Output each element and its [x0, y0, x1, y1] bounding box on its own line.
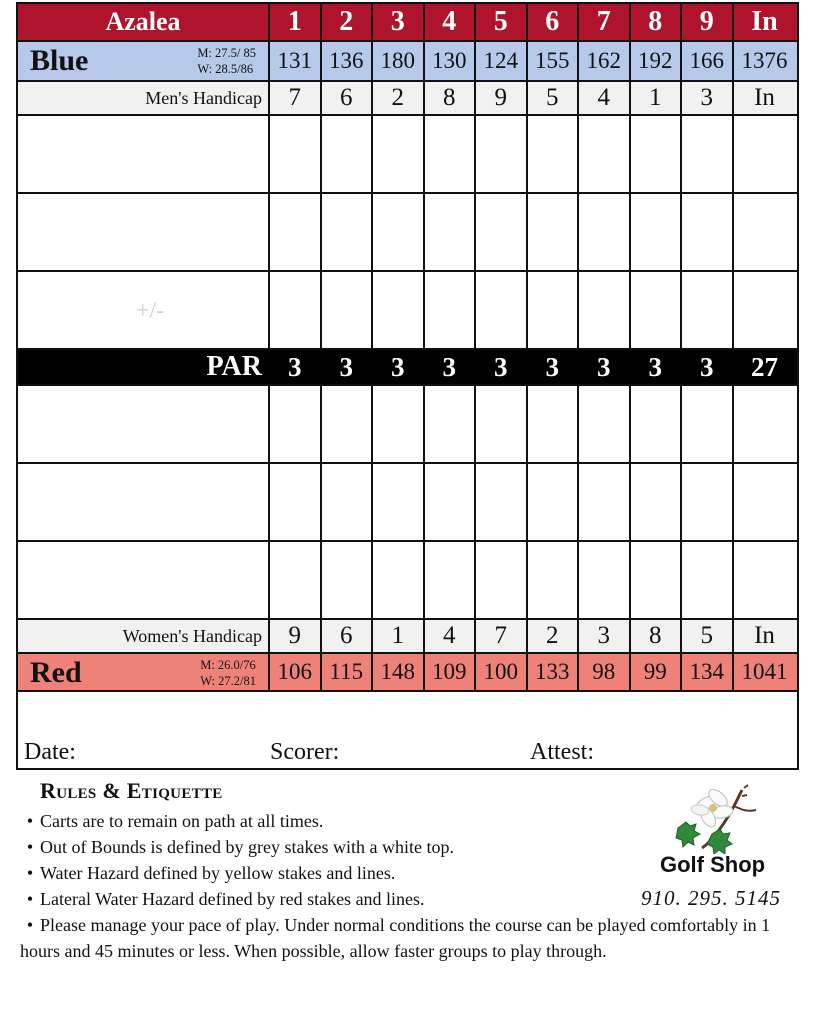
header-row	[18, 4, 797, 42]
bullet-icon: •	[26, 915, 34, 935]
mens-handicap-value: 2	[373, 82, 425, 114]
score-total-cell[interactable]	[734, 116, 796, 192]
score-cell[interactable]	[322, 542, 374, 618]
par-value: 3	[322, 350, 374, 384]
score-row	[18, 116, 797, 194]
score-cell[interactable]	[682, 194, 734, 270]
red-rating-men: M: 26.0/76	[200, 658, 256, 672]
hole-number: 5	[476, 4, 528, 40]
score-total-cell[interactable]	[734, 194, 796, 270]
score-cell[interactable]	[476, 194, 528, 270]
plus-minus-label: +/-	[136, 298, 165, 324]
par-value: 3	[270, 350, 322, 384]
score-cell[interactable]	[476, 386, 528, 462]
score-cell[interactable]	[579, 194, 631, 270]
mens-handicap-value: 7	[270, 82, 322, 114]
red-yardage-total: 1041	[741, 659, 788, 684]
mens-handicap-value: 4	[579, 82, 631, 114]
blue-tee-row	[18, 42, 797, 82]
hole-number: 7	[579, 4, 631, 40]
blue-yardage: 136	[322, 42, 374, 80]
blue-rating-men: M: 27.5/ 85	[197, 46, 256, 60]
womens-handicap-value: 1	[373, 620, 425, 652]
score-cell[interactable]	[425, 386, 477, 462]
blue-tee-name: Blue	[30, 44, 89, 77]
blue-yardage: 130	[425, 42, 477, 80]
score-row	[18, 194, 797, 272]
red-yardage: 100	[476, 654, 528, 690]
golf-shop-phone[interactable]: 910. 295. 5145	[641, 886, 781, 910]
hole-number: 9	[682, 4, 734, 40]
hole-number: 6	[528, 4, 580, 40]
bullet-icon: •	[26, 811, 34, 831]
score-cell[interactable]	[476, 116, 528, 192]
par-row	[18, 350, 797, 386]
red-yardage: 106	[270, 654, 322, 690]
red-yardage: 109	[425, 654, 477, 690]
score-cell[interactable]	[425, 194, 477, 270]
score-cell[interactable]	[373, 542, 425, 618]
rule-text: Lateral Water Hazard defined by red stakes and lines.	[40, 889, 425, 909]
score-total-cell[interactable]	[734, 464, 796, 540]
golf-shop-block	[636, 782, 796, 912]
rule-text: Carts are to remain on path at all times.	[40, 811, 324, 831]
mens-handicap-row	[18, 82, 797, 116]
red-yardage: 133	[528, 654, 580, 690]
bullet-icon: •	[26, 837, 34, 857]
score-cell[interactable]	[425, 464, 477, 540]
mens-handicap-value: 9	[476, 82, 528, 114]
score-cell[interactable]	[270, 386, 322, 462]
mens-handicap-value: 5	[528, 82, 580, 114]
score-cell[interactable]	[476, 272, 528, 348]
score-cell[interactable]	[682, 464, 734, 540]
score-cell[interactable]	[579, 464, 631, 540]
red-yardage: 115	[322, 654, 374, 690]
score-cell[interactable]	[270, 116, 322, 192]
score-cell[interactable]	[322, 272, 374, 348]
score-total-cell[interactable]	[734, 542, 796, 618]
score-cell[interactable]	[373, 386, 425, 462]
score-cell[interactable]	[528, 542, 580, 618]
score-row	[18, 386, 797, 464]
blue-rating-women: W: 28.5/86	[197, 62, 254, 76]
rule-text: Water Hazard defined by yellow stakes and lines.	[40, 863, 396, 883]
womens-handicap-value: 7	[476, 620, 528, 652]
attest-label: Attest:	[530, 739, 594, 765]
score-cell[interactable]	[322, 386, 374, 462]
score-cell[interactable]	[579, 386, 631, 462]
womens-handicap-value: 6	[322, 620, 374, 652]
score-cell[interactable]	[682, 272, 734, 348]
score-cell[interactable]	[631, 272, 683, 348]
womens-handicap-value: 3	[579, 620, 631, 652]
womens-handicap-value: 5	[682, 620, 734, 652]
total-header: In	[751, 6, 778, 37]
mens-handicap-total: In	[754, 84, 775, 111]
red-tee-name: Red	[30, 656, 82, 689]
blue-tee-rating	[197, 45, 256, 77]
score-cell[interactable]	[631, 116, 683, 192]
rule-text: Out of Bounds is defined by grey stakes with a white top.	[40, 837, 454, 857]
magnolia-logo-icon	[672, 782, 782, 854]
mens-handicap-value: 8	[425, 82, 477, 114]
score-cell[interactable]	[373, 194, 425, 270]
par-value: 3	[579, 350, 631, 384]
score-cell[interactable]	[528, 386, 580, 462]
red-tee-row	[18, 654, 797, 692]
plus-minus-label-cell[interactable]	[18, 272, 270, 348]
score-cell[interactable]	[270, 464, 322, 540]
score-cell[interactable]	[270, 194, 322, 270]
red-tee-rating	[200, 657, 256, 689]
score-cell[interactable]	[682, 116, 734, 192]
hole-number: 1	[270, 4, 322, 40]
bullet-icon: •	[26, 863, 34, 883]
par-value: 3	[631, 350, 683, 384]
par-value: 3	[476, 350, 528, 384]
score-cell[interactable]	[425, 272, 477, 348]
score-cell[interactable]	[322, 116, 374, 192]
bullet-icon: •	[26, 889, 34, 909]
score-cell[interactable]	[373, 272, 425, 348]
red-rating-women: W: 27.2/81	[200, 674, 256, 688]
player-name-cell[interactable]	[18, 464, 270, 540]
par-value: 3	[682, 350, 734, 384]
womens-handicap-value: 4	[425, 620, 477, 652]
mens-handicap-value: 1	[631, 82, 683, 114]
player-name-cell[interactable]	[18, 194, 270, 270]
score-cell[interactable]	[579, 116, 631, 192]
score-cell[interactable]	[579, 542, 631, 618]
score-cell[interactable]	[528, 464, 580, 540]
blue-tee-label	[18, 42, 270, 80]
score-cell[interactable]	[631, 542, 683, 618]
mens-handicap-value: 6	[322, 82, 374, 114]
score-cell[interactable]	[528, 272, 580, 348]
score-cell[interactable]	[373, 116, 425, 192]
womens-handicap-value: 8	[631, 620, 683, 652]
score-cell[interactable]	[682, 386, 734, 462]
par-label: PAR	[18, 350, 270, 384]
blue-yardage: 180	[373, 42, 425, 80]
par-total: 27	[751, 351, 778, 382]
scorecard	[16, 2, 799, 770]
score-cell[interactable]	[270, 272, 322, 348]
score-cell[interactable]	[425, 116, 477, 192]
blue-yardage: 155	[528, 42, 580, 80]
womens-handicap-value: 2	[528, 620, 580, 652]
hole-number: 2	[322, 4, 374, 40]
score-cell[interactable]	[425, 542, 477, 618]
rules-title: Rules & Etiquette	[40, 778, 223, 803]
score-cell[interactable]	[476, 542, 528, 618]
blue-yardage: 162	[579, 42, 631, 80]
score-total-cell[interactable]	[734, 386, 796, 462]
red-yardage: 148	[373, 654, 425, 690]
score-cell[interactable]	[373, 464, 425, 540]
score-cell[interactable]	[528, 194, 580, 270]
score-cell[interactable]	[528, 116, 580, 192]
score-row	[18, 464, 797, 542]
date-label: Date:	[24, 739, 76, 765]
mens-handicap-label: Men's Handicap	[18, 82, 270, 114]
womens-handicap-value: 9	[270, 620, 322, 652]
red-yardage: 99	[631, 654, 683, 690]
player-name-cell[interactable]	[18, 542, 270, 618]
blue-yardage: 131	[270, 42, 322, 80]
score-cell[interactable]	[682, 542, 734, 618]
rule-text: Please manage your pace of play. Under normal conditions the course can be played comfortably in 1 hours and 45 minutes or less. When possible, allow faster groups to play through.	[20, 915, 771, 961]
red-yardage: 134	[682, 654, 734, 690]
score-cell[interactable]	[631, 194, 683, 270]
blue-yardage: 124	[476, 42, 528, 80]
player-name-cell[interactable]	[18, 116, 270, 192]
golf-shop-name: Golf Shop	[660, 852, 766, 877]
player-name-cell[interactable]	[18, 386, 270, 462]
par-value: 3	[528, 350, 580, 384]
hole-number: 4	[425, 4, 477, 40]
red-yardage: 98	[579, 654, 631, 690]
score-cell[interactable]	[631, 464, 683, 540]
score-cell[interactable]	[322, 464, 374, 540]
blue-yardage: 166	[682, 42, 734, 80]
par-value: 3	[373, 350, 425, 384]
womens-handicap-total: In	[754, 622, 775, 649]
score-cell[interactable]	[579, 272, 631, 348]
score-cell[interactable]	[270, 542, 322, 618]
blue-yardage: 192	[631, 42, 683, 80]
hole-number: 3	[373, 4, 425, 40]
scorer-label: Scorer:	[270, 739, 340, 765]
score-cell[interactable]	[631, 386, 683, 462]
score-row	[18, 542, 797, 620]
womens-handicap-row	[18, 620, 797, 654]
womens-handicap-label: Women's Handicap	[18, 620, 270, 652]
mens-handicap-value: 3	[682, 82, 734, 114]
score-cell[interactable]	[476, 464, 528, 540]
red-tee-label	[18, 654, 270, 690]
signature-row	[18, 692, 797, 768]
course-name: Azalea	[18, 4, 270, 40]
par-value: 3	[425, 350, 477, 384]
score-cell[interactable]	[322, 194, 374, 270]
rule-item	[20, 912, 800, 964]
plus-minus-row	[18, 272, 797, 350]
score-total-cell[interactable]	[734, 272, 796, 348]
blue-yardage-total: 1376	[741, 48, 788, 73]
hole-number: 8	[631, 4, 683, 40]
